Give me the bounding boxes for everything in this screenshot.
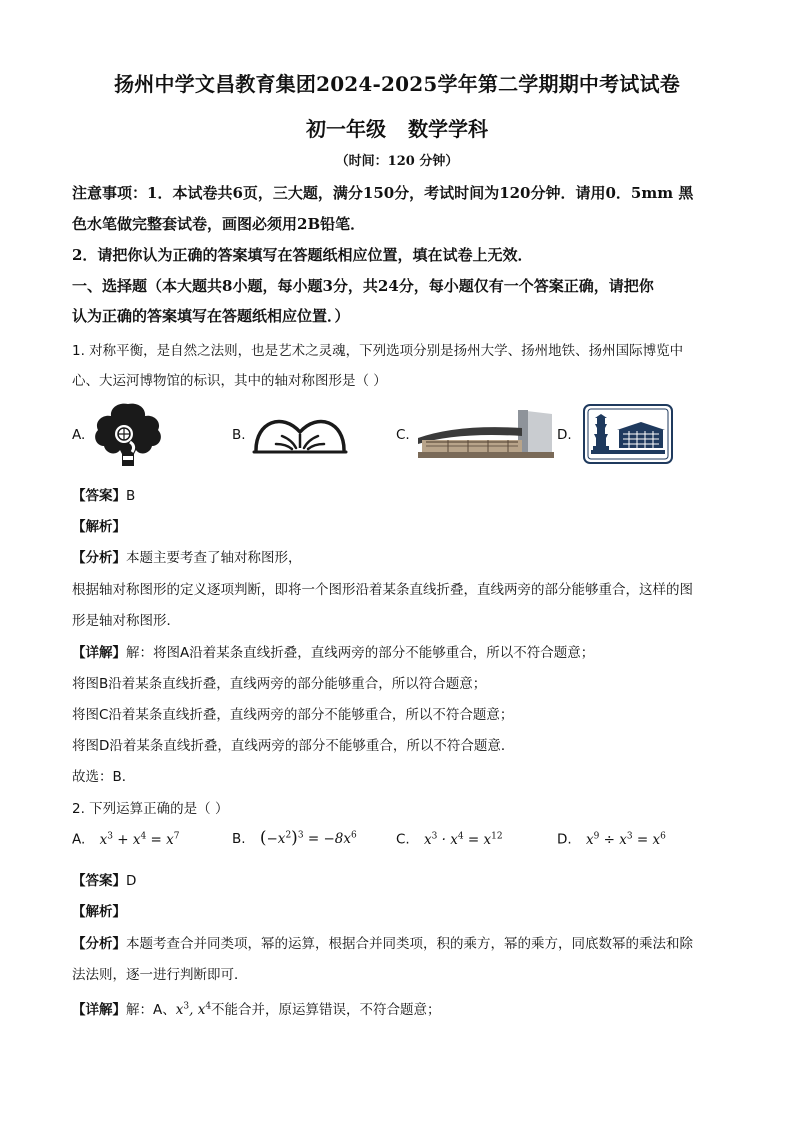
q2-option-c-expr: $x^3 \cdot x^4 = x^{12}$ — [424, 831, 503, 848]
section-1-heading: 一、选择题（本大题共8小题，每小题3分，共24分，每小题仅有一个答案正确，请把你 — [72, 277, 654, 295]
q2-analysis-label: 【解析】 — [72, 904, 126, 920]
q1-detail-line-1: 【详解】解：将图A沿着某条直线折叠，直线两旁的部分不能够重合，所以不符合题意； — [72, 645, 595, 661]
q2-fenxi-line-2: 法法则，逐一进行判断即可． — [72, 967, 248, 983]
q1-option-d-label: D. — [557, 427, 572, 443]
q1-fenxi-line-2: 根据轴对称图形的定义逐项判断，即将一个图形沿着某条直线折叠，直线两旁的部分能够重合，这样的图 — [72, 582, 693, 598]
q1-option-a-label: A. — [72, 427, 86, 443]
q2-option-a: A. $x^3 + x^4 = x^7$ — [72, 831, 180, 848]
q2-detail-expr: $x^3$, $x^4$ — [175, 1001, 212, 1018]
yangzhou-metro-logo — [252, 404, 348, 466]
q1-choose: 故选：B． — [72, 769, 136, 785]
exam-title: 扬州中学文昌教育集团2024-2025学年第二学期期中考试试卷 — [114, 72, 680, 96]
notice-line-2: 色水笔做完整套试卷，画图必须用2B铅笔． — [72, 215, 366, 233]
international-expo-center-logo — [418, 410, 554, 464]
q2-fenxi: 【分析】本题考查合并同类项，幂的运算，根据合并同类项，积的乘方，幂的乘方，同底数幂的乘法和除 — [72, 936, 693, 952]
answer-value: B — [126, 488, 136, 504]
q2-option-d: D. $x^9 \div x^3 = x^6$ — [557, 831, 666, 848]
subject-label: 数学学科 — [408, 117, 488, 141]
q2-answer: 【答案】D — [72, 873, 137, 889]
q2-option-b: B. $(-x^2)^3 = -8x^6$ — [232, 828, 357, 848]
q1-fenxi-line-3: 形是轴对称图形． — [72, 613, 180, 629]
q2-stem: 2. 下列运算正确的是（ ） — [72, 801, 229, 817]
q1-fenxi: 【分析】本题主要考查了轴对称图形， — [72, 550, 302, 566]
q1-detail-line-2: 将图B沿着某条直线折叠，直线两旁的部分能够重合，所以符合题意； — [72, 676, 487, 692]
q1-detail-line-4: 将图D沿着某条直线折叠，直线两旁的部分不能够重合，所以不符合题意． — [72, 738, 515, 754]
notice-line-3: 2．请把你认为正确的答案填写在答题纸相应位置，填在试卷上无效． — [72, 246, 533, 264]
q1-option-c-label: C. — [396, 427, 410, 443]
q1-stem-line-1: 1. 对称平衡，是自然之法则，也是艺术之灵魂，下列选项分别是扬州大学、扬州地铁、扬州国际博览中 — [72, 343, 684, 359]
exam-time: （时间：120 分钟） — [335, 154, 459, 169]
grade-label: 初一年级 — [306, 117, 386, 141]
grand-canal-museum-logo — [583, 404, 673, 468]
notice-line-1: 注意事项：1．本试卷共6页，三大题，满分150分，考试时间为120分钟．请用0．5mm 黑 — [72, 184, 694, 202]
exam-subtitle — [0, 113, 794, 142]
q2-option-b-expr: $(-x^2)^3 = -8x^6$ — [259, 828, 357, 848]
section-1-heading-cont: 认为正确的答案填写在答题纸相应位置．） — [72, 307, 350, 325]
yangzhou-university-logo — [90, 400, 166, 474]
q2-option-d-expr: $x^9 \div x^3 = x^6$ — [585, 831, 666, 848]
q1-answer — [72, 484, 732, 504]
q1-stem-line-2: 心、大运河博物馆的标识，其中的轴对称图形是（ ） — [72, 373, 387, 389]
q2-option-c: C. $x^3 \cdot x^4 = x^{12}$ — [396, 831, 503, 848]
q2-detail-line-1: 【详解】解：A、$x^3$, $x^4$不能合并，原运算错误，不符合题意； — [72, 1001, 441, 1018]
q1-detail-line-3: 将图C沿着某条直线折叠，直线两旁的部分不能够重合，所以不符合题意； — [72, 707, 514, 723]
q1-analysis-label: 【解析】 — [72, 519, 126, 535]
q2-option-a-expr: $x^3 + x^4 = x^7$ — [99, 831, 180, 848]
q1-option-b-label: B. — [232, 427, 246, 443]
answer-label: 【答案】 — [72, 488, 126, 504]
